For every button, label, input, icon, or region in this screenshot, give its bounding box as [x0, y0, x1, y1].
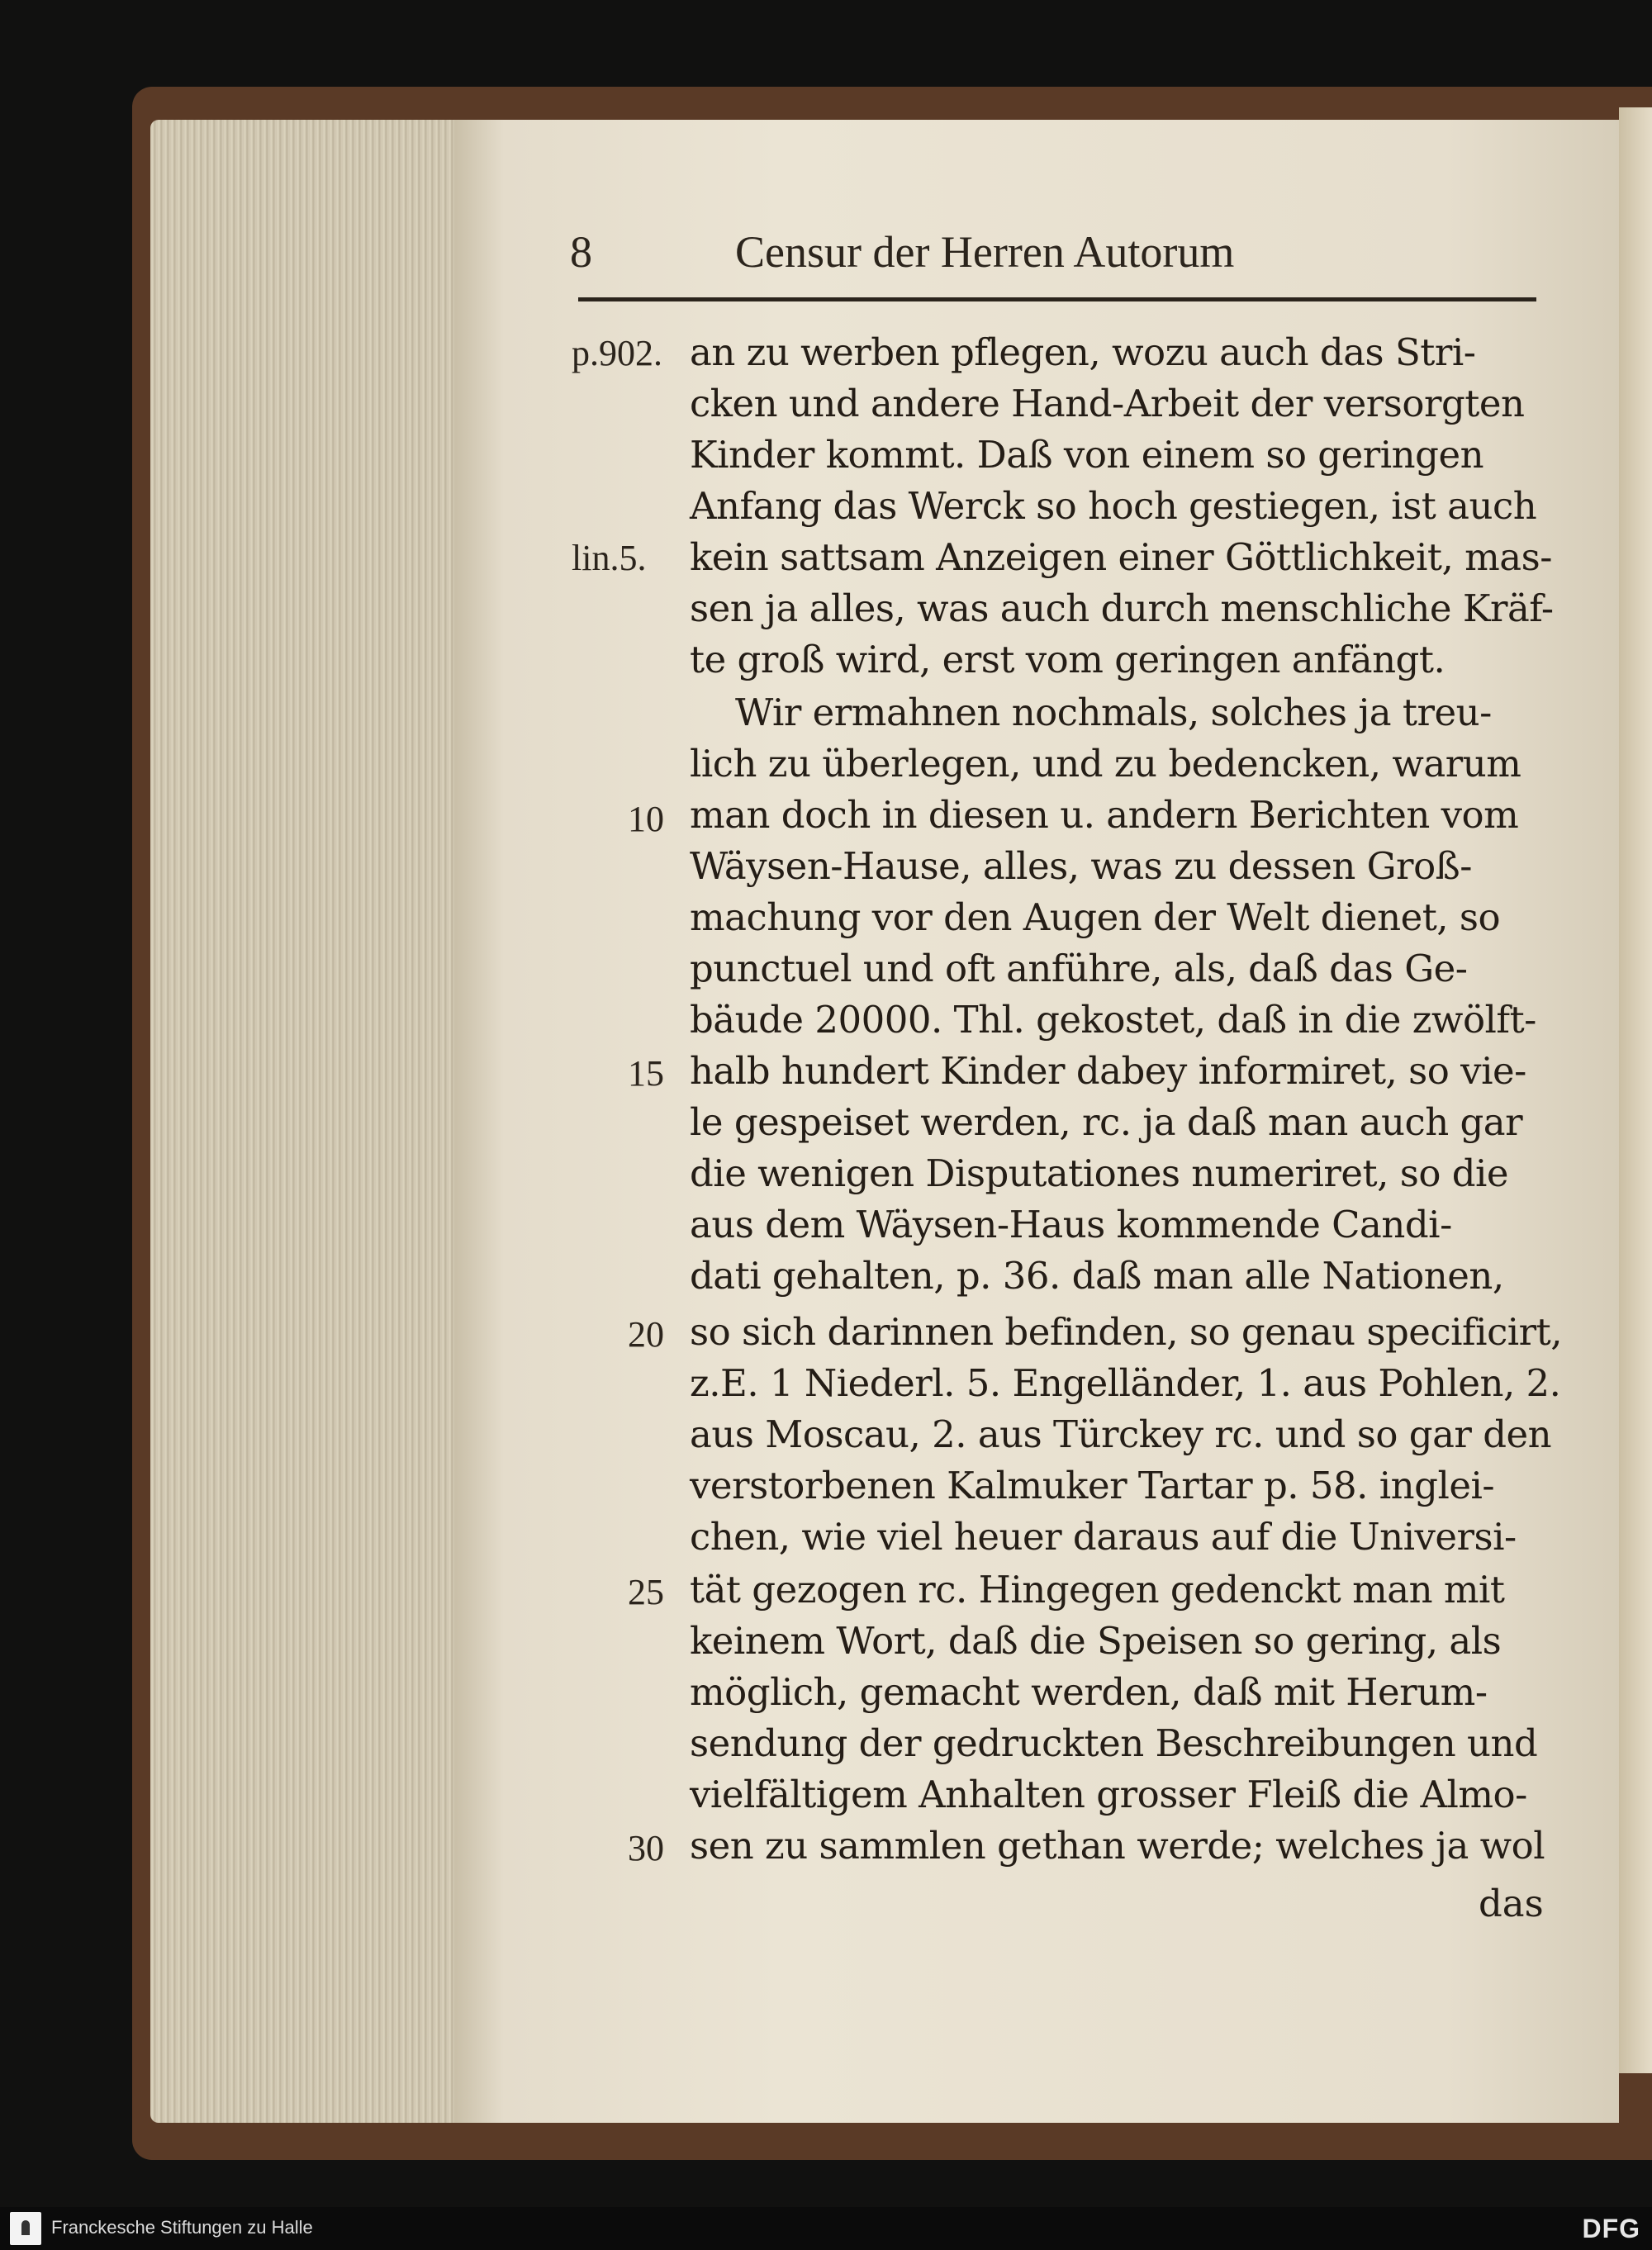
text-line: die wenigen Disputationes numeriret, so die: [690, 1151, 1509, 1195]
running-title: Censur der Herren Autorum: [735, 227, 1235, 277]
text-line-paragraph-start: Wir ermahnen nochmals, solches ja treu-: [735, 691, 1492, 734]
margin-line-number-20: 20: [628, 1314, 664, 1355]
text-line: cken und andere Hand-Arbeit der versorgten: [690, 382, 1525, 425]
text-line: keinem Wort, daß die Speisen so gering, als: [690, 1619, 1502, 1663]
margin-line-number-25: 25: [628, 1572, 664, 1612]
text-line: tät gezogen rc. Hingegen gedenckt man mit: [690, 1568, 1505, 1612]
text-line: bäude 20000. Thl. gekostet, daß in die zwölft-: [690, 998, 1536, 1042]
text-line: man doch in diesen u. andern Berichten vom: [690, 793, 1519, 837]
page-number: 8: [570, 227, 592, 277]
text-line: Kinder kommt. Daß von einem so geringen: [690, 433, 1484, 477]
text-line: te groß wird, erst vom geringen anfängt.: [690, 638, 1446, 681]
text-line: punctuel und oft anführe, als, daß das Ge-: [690, 947, 1468, 990]
text-line: aus dem Wäysen-Haus kommende Candi-: [690, 1203, 1452, 1246]
text-line: möglich, gemacht werden, daß mit Herum-: [690, 1670, 1488, 1714]
text-line: machung vor den Augen der Welt dienet, so: [690, 895, 1501, 939]
text-line: an zu werben pflegen, wozu auch das Stri-: [690, 330, 1476, 374]
margin-line-reference: lin.5.: [572, 538, 647, 578]
text-line: Wäysen-Hause, alles, was zu dessen Groß-: [690, 844, 1472, 888]
page-header: [570, 223, 1545, 289]
text-line: le gespeiset werden, rc. ja daß man auch gar: [690, 1100, 1523, 1144]
text-line: Anfang das Werck so hoch gestiegen, ist auch: [690, 484, 1537, 528]
viewer-footer: [0, 2207, 1652, 2250]
text-line: verstorbenen Kalmuker Tartar p. 58. inglei-: [690, 1464, 1495, 1507]
facing-page-edge: [1619, 107, 1652, 2073]
text-line: halb hundert Kinder dabey informiret, so vie-: [690, 1049, 1526, 1093]
text-line: z.E. 1 Niederl. 5. Engelländer, 1. aus Pohlen, 2.: [690, 1361, 1561, 1405]
text-line: chen, wie viel heuer daraus auf die Universi-: [690, 1515, 1517, 1559]
text-line: sendung der gedruckten Beschreibungen und: [690, 1721, 1538, 1765]
text-line: dati gehalten, p. 36. daß man alle Nationen,: [690, 1254, 1504, 1298]
catchword: das: [1479, 1882, 1544, 1925]
text-line: kein sattsam Anzeigen einer Göttlichkeit, mas-: [690, 535, 1552, 579]
text-line: aus Moscau, 2. aus Türckey rc. und so gar den: [690, 1412, 1552, 1456]
header-rule: [578, 297, 1536, 301]
text-line: so sich darinnen befinden, so genau specificirt,: [690, 1310, 1563, 1354]
margin-line-number-15: 15: [628, 1053, 664, 1094]
text-line: sen zu sammlen gethan werde; welches ja wol: [690, 1824, 1545, 1868]
institution-logo-icon: [10, 2212, 41, 2245]
text-line: vielfältigem Anhalten grosser Fleiß die Almo-: [690, 1773, 1527, 1816]
text-line: lich zu überlegen, und zu bedencken, warum: [690, 742, 1521, 786]
margin-line-number-30: 30: [628, 1828, 664, 1868]
page-edges: [150, 120, 456, 2123]
margin-line-number-10: 10: [628, 799, 664, 839]
dfg-logo: DFG: [1582, 2214, 1640, 2243]
margin-page-reference: p.902.: [572, 333, 662, 373]
institution-name: Franckesche Stiftungen zu Halle: [51, 2217, 313, 2238]
text-line: sen ja alles, was auch durch menschliche Kräf-: [690, 586, 1554, 630]
